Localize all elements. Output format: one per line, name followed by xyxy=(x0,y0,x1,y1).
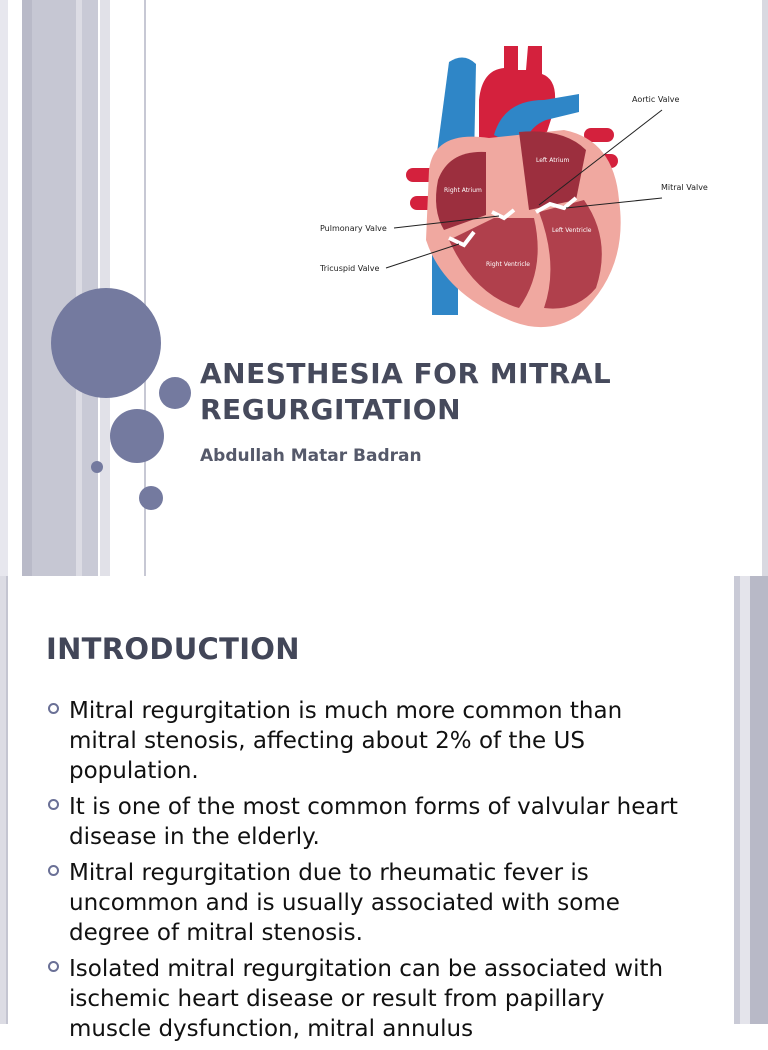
introduction-slide xyxy=(0,576,768,1042)
section-heading: INTRODUCTION xyxy=(46,632,300,666)
label-mitral-valve: Mitral Valve xyxy=(661,183,708,192)
bullet-text: Isolated mitral regurgitation can be associated with ischemic heart disease or result from papillary muscle dysfunction, mitral annulus xyxy=(69,956,664,1042)
list-item xyxy=(46,696,686,786)
label-right-ventricle: Right Ventricle xyxy=(486,261,530,268)
decor-stripe xyxy=(740,576,750,1024)
decor-circle-large xyxy=(51,288,161,398)
heart-anatomy-diagram xyxy=(314,40,714,334)
label-pulmonary-valve: Pulmonary Valve xyxy=(320,224,387,233)
decor-stripe xyxy=(750,576,768,1024)
bullet-text: It is one of the most common forms of valvular heart disease in the elderly. xyxy=(69,794,678,850)
list-item xyxy=(46,792,686,852)
author-name: Abdullah Matar Badran xyxy=(200,446,422,466)
label-aortic-valve: Aortic Valve xyxy=(632,95,680,104)
left-edge-band xyxy=(0,0,8,576)
decor-stripe xyxy=(32,0,76,576)
bullet-list xyxy=(46,696,686,1050)
left-edge-line xyxy=(6,576,8,1024)
list-item xyxy=(46,954,686,1044)
slide-title xyxy=(200,356,740,428)
decor-stripe xyxy=(22,0,32,576)
right-edge-band xyxy=(762,0,768,576)
circle-bullet-icon xyxy=(48,703,59,714)
label-left-ventricle: Left Ventricle xyxy=(552,227,592,234)
circle-bullet-icon xyxy=(48,865,59,876)
label-right-atrium: Right Atrium xyxy=(444,187,482,194)
circle-bullet-icon xyxy=(48,799,59,810)
circle-bullet-icon xyxy=(48,961,59,972)
bullet-text: Mitral regurgitation is much more common than mitral stenosis, affecting about 2% of the US population. xyxy=(69,698,623,784)
label-tricuspid-valve: Tricuspid Valve xyxy=(320,264,380,273)
list-item xyxy=(46,858,686,948)
decor-circle-small xyxy=(159,377,191,409)
title-line-1: ANESTHESIA FOR MITRAL xyxy=(200,357,612,390)
bullet-text: Mitral regurgitation due to rheumatic fever is uncommon and is usually associated with some degree of mitral stenosis. xyxy=(69,860,620,946)
decor-circle-small xyxy=(139,486,163,510)
title-line-2: REGURGITATION xyxy=(200,393,462,426)
label-left-atrium: Left Atrium xyxy=(536,157,570,164)
decor-circle-tiny xyxy=(91,461,103,473)
decor-circle-medium xyxy=(110,409,164,463)
